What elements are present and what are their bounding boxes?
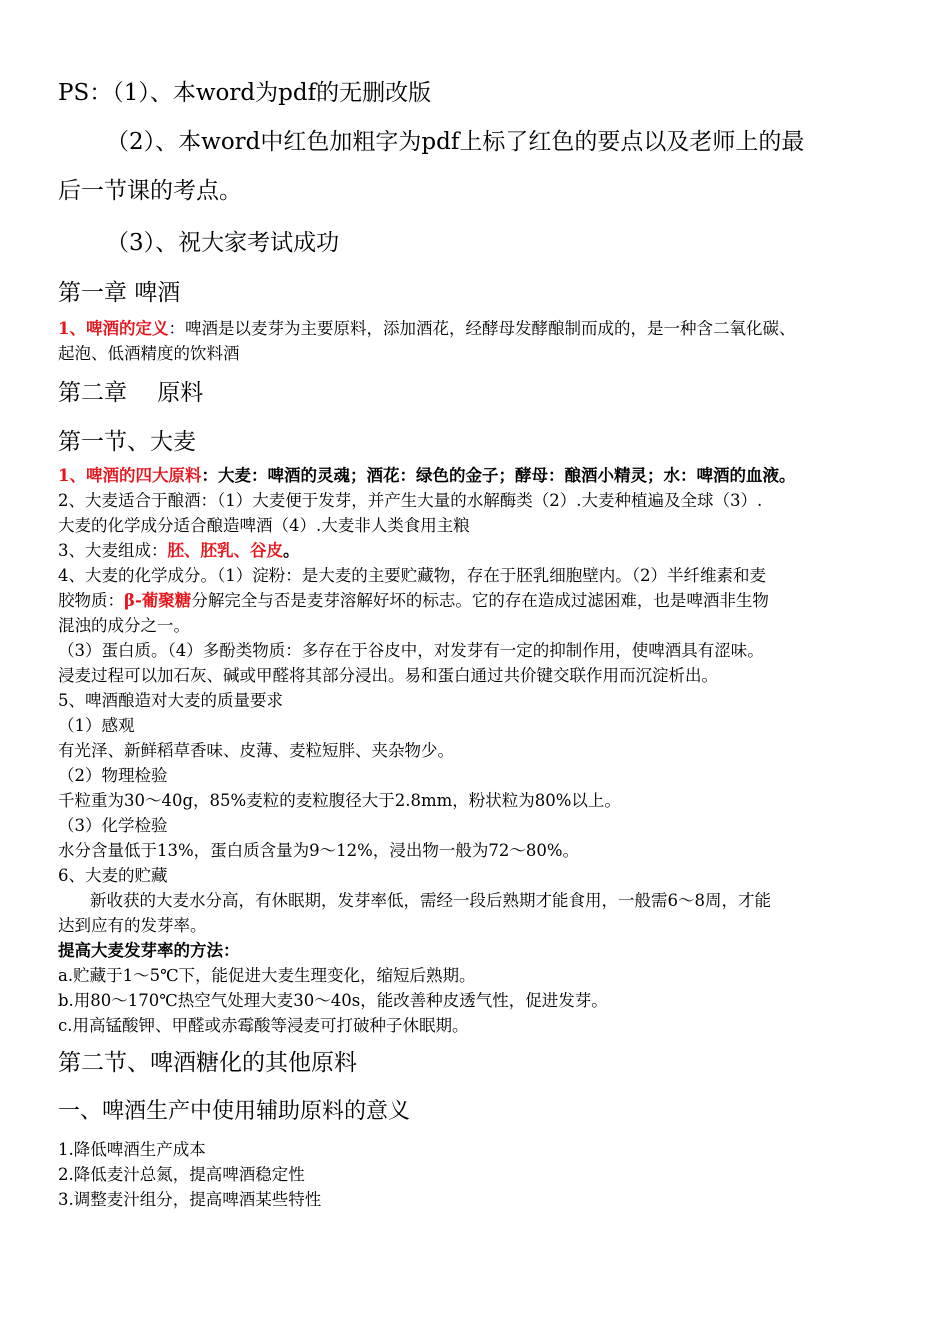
item-5-1: （1）感观: [58, 716, 135, 735]
item-3-end: 。: [283, 541, 300, 560]
item-5-2: （2）物理检验: [58, 766, 168, 785]
subsection-1-item-2: 2.降低麦汁总氮，提高啤酒稳定性: [58, 1165, 305, 1184]
method-b: b.用80～170℃热空气处理大麦30～40s，能改善种皮透气性，促进发芽。: [58, 991, 608, 1010]
item-1: [58, 462, 795, 486]
section-1-title: 第一节、大麦: [58, 429, 196, 455]
beer-definition-label: 1、啤酒的定义: [58, 319, 169, 338]
item-5-2-text: 千粒重为30～40g，85%麦粒的麦粒腹径大于2.8mm，粉状粒为80%以上。: [58, 791, 621, 810]
item-4-d: （3）蛋白质。（4）多酚类物质：多存在于谷皮中，对发芽有一定的抑制作用，使啤酒具有涩味。: [58, 641, 764, 660]
item-5-1-text: 有光泽、新鲜稻草香味、皮薄、麦粒短胖、夹杂物少。: [58, 741, 454, 760]
item-6-a: 新收获的大麦水分高，有休眠期，发芽率低，需经一段后熟期才能食用，一般需6～8周，才能: [90, 891, 771, 910]
item-3: [58, 537, 300, 561]
subsection-1-item-1: 1.降低啤酒生产成本: [58, 1140, 206, 1159]
item-1-red: 啤酒的四大原料: [85, 466, 202, 485]
item-4-c: 混浊的成分之一。: [58, 616, 190, 635]
item-6-b: 达到应有的发芽率。: [58, 916, 207, 935]
item-4-a: 4、大麦的化学成分。（1）淀粉：是大麦的主要贮藏物，存在于胚乳细胞壁内。（2）半纤维素和麦: [58, 566, 766, 585]
subsection-1-item-3: 3.调整麦汁组分，提高啤酒某些特性: [58, 1190, 322, 1209]
ps-line-1: PS：（1）、本word为pdf的无删改版: [58, 80, 432, 106]
item-1-prefix: 1、: [58, 466, 86, 485]
section-2-title: 第二节、啤酒糖化的其他原料: [58, 1050, 357, 1076]
item-4-b: [58, 587, 769, 611]
item-1-rest: ：大麦：啤酒的灵魂；酒花：绿色的金子；酵母：酿酒小精灵；水：啤酒的血液。: [201, 466, 796, 485]
item-4-b-red: β-葡聚糖: [124, 591, 192, 610]
ps-line-2: （2）、本word中红色加粗字为pdf上标了红色的要点以及老师上的最: [106, 129, 805, 155]
item-2-a: 2、大麦适合于酿酒：（1）大麦便于发芽，并产生大量的水解酶类（2）.大麦种植遍及全球（3）.: [58, 491, 763, 510]
method-title: 提高大麦发芽率的方法：: [58, 941, 240, 960]
item-5: 5、啤酒酿造对大麦的质量要求: [58, 691, 283, 710]
item-5-3-text: 水分含量低于13%，蛋白质含量为9～12%，浸出物一般为72～80%。: [58, 841, 580, 860]
item-4-b-prefix: 胶物质：: [58, 591, 124, 610]
item-2-b: 大麦的化学成分适合酿造啤酒（4）.大麦非人类食用主粮: [58, 516, 470, 535]
item-3-red: 胚、胚乳、谷皮: [167, 541, 283, 560]
item-5-3: （3）化学检验: [58, 816, 168, 835]
chapter-2-title: 第二章 原料: [58, 380, 204, 406]
subsection-1-title: 一、啤酒生产中使用辅助原料的意义: [58, 1099, 411, 1124]
method-c: c.用高锰酸钾、甲醛或赤霉酸等浸麦可打破种子休眠期。: [58, 1016, 469, 1035]
beer-definition-text: ：啤酒是以麦芽为主要原料，添加酒花，经酵母发酵酿制而成的，是一种含二氧化碳、: [168, 319, 796, 338]
item-4-e: 浸麦过程可以加石灰、碱或甲醛将其部分浸出。易和蛋白通过共价键交联作用而沉淀析出。: [58, 666, 718, 685]
chapter-1-title: 第一章 啤酒: [58, 280, 181, 306]
ps-line-2-cont: 后一节课的考点。: [58, 178, 242, 204]
method-a: a.贮藏于1～5℃下，能促进大麦生理变化，缩短后熟期。: [58, 966, 476, 985]
beer-definition-cont: 起泡、低酒精度的饮料酒: [58, 344, 240, 363]
item-4-b-rest: 分解完全与否是麦芽溶解好坏的标志。它的存在造成过滤困难，也是啤酒非生物: [191, 591, 769, 610]
ps-line-3: （3）、祝大家考试成功: [106, 230, 340, 256]
beer-definition: [58, 315, 795, 339]
item-6: 6、大麦的贮藏: [58, 866, 168, 885]
item-3-prefix: 3、大麦组成：: [58, 541, 168, 560]
